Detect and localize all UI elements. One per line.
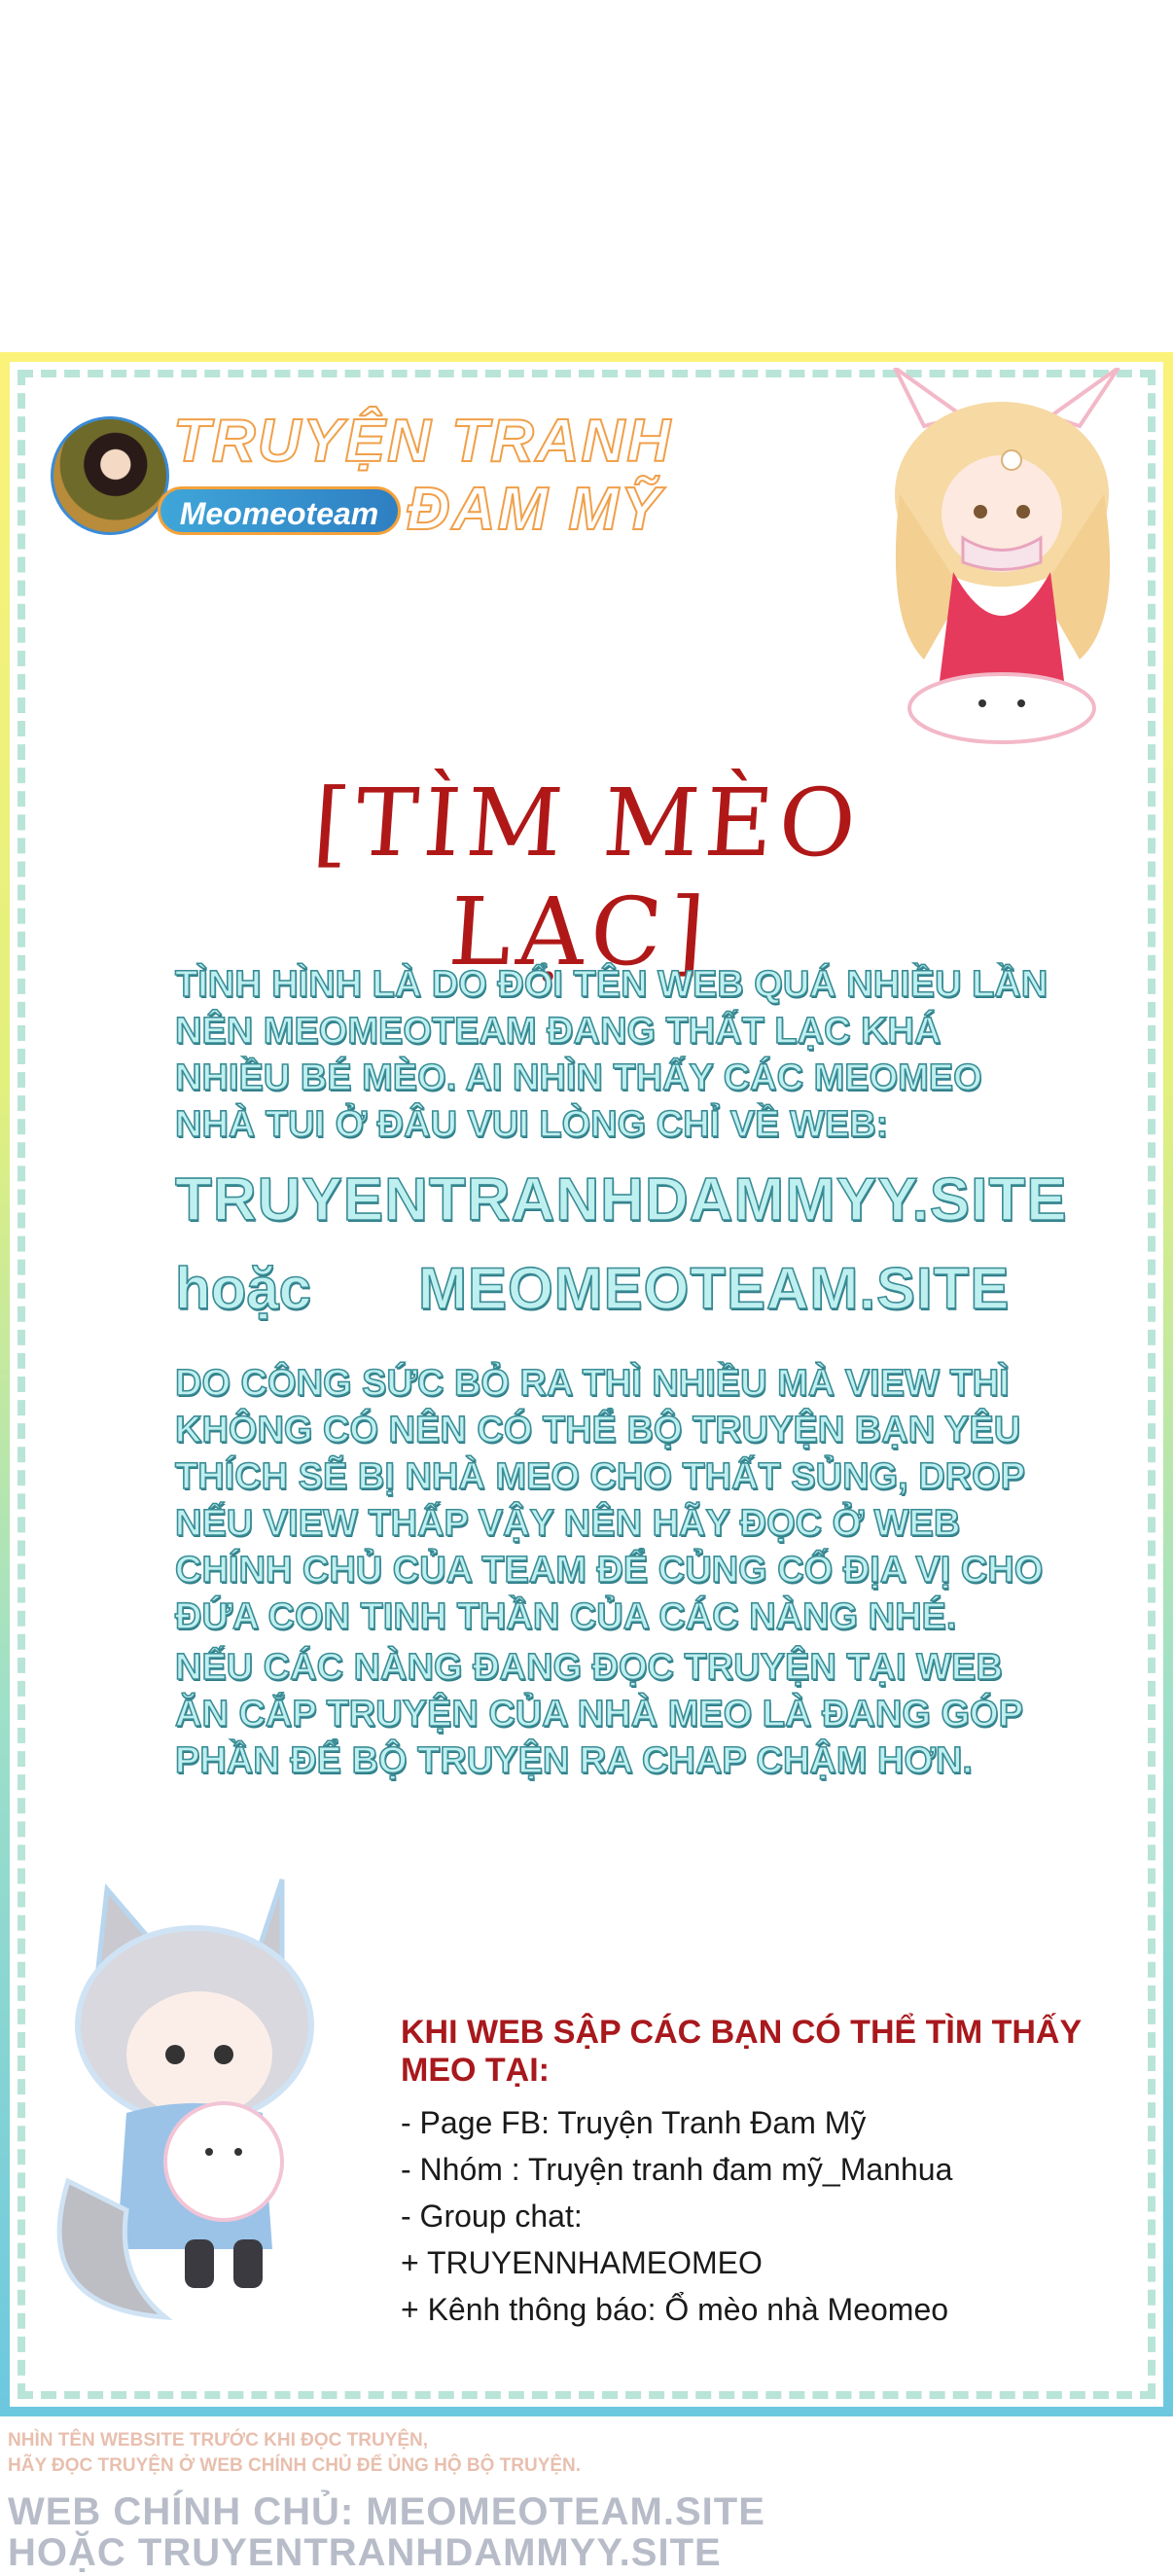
contact-line-group-chat: - Group chat: xyxy=(401,2199,583,2234)
intro-paragraph: TÌNH HÌNH LÀ DO ĐỔI TÊN WEB QUÁ NHIỀU LẦN NÊN MEOMEOTEAM ĐANG THẤT LẠC KHÁ NHIỀU BÉ MÈO. AI NHÌN THẤY CÁC MEOMEO NHÀ TUI Ở ĐÂU VUI LÒNG CHỈ VỀ WEB: xyxy=(175,964,1049,1145)
chibi-girl-illustration xyxy=(856,368,1148,757)
footer-note xyxy=(8,2428,689,2479)
team-avatar xyxy=(51,416,169,535)
contact-line-group: - Nhóm : Truyện tranh đam mỹ_Manhua xyxy=(401,2152,953,2187)
contact-line-fb-page: - Page FB: Truyện Tranh Đam Mỹ xyxy=(401,2105,867,2140)
footer-alt-site: HOẶC TRUYENTRANHDAMMYY.SITE xyxy=(8,2531,722,2574)
contact-line-chat-name: + TRUYENNHAMEOMEO xyxy=(401,2245,763,2280)
website-link-secondary[interactable]: MEOMEOTEAM.SITE xyxy=(418,1256,1011,1321)
contact-heading: KHI WEB SẬP CÁC BẠN CÓ THỂ TÌM THẤY MEO TẠI: xyxy=(401,2014,1082,2089)
logo-title-line2: ĐAM MỸ xyxy=(407,476,663,543)
contact-info xyxy=(401,2014,1101,2333)
support-paragraph: DO CÔNG SỨC BỎ RA THÌ NHIỀU MÀ VIEW THÌ KHÔNG CÓ NÊN CÓ THỂ BỘ TRUYỆN BẠN YÊU THÍCH SẼ BỊ NHÀ MEO CHO THẤT SỦNG, DROP NẾU VIEW THẤP VẬY NÊN HÃY ĐỌC Ở WEB CHÍNH CHỦ CỦA TEAM ĐỂ CỦNG CỐ ĐỊA VỊ CHO ĐỨA CON TINH THẦN CỦA CÁC NÀNG NHÉ. xyxy=(175,1363,1044,1637)
chibi-boy-illustration xyxy=(39,1860,350,2337)
footer-note-line1: NHÌN TÊN WEBSITE TRƯỚC KHI ĐỌC TRUYỆN, xyxy=(8,2430,429,2451)
website-link-primary[interactable]: TRUYENTRANHDAMMYY.SITE xyxy=(175,1166,1068,1234)
logo-title-line1: TRUYỆN TRANH xyxy=(173,408,673,475)
page-title: [TÌM MÈO LẠC] xyxy=(309,769,866,986)
piracy-warning-paragraph: NẾU CÁC NÀNG ĐANG ĐỌC TRUYỆN TẠI WEB ĂN CẮP TRUYỆN CỦA NHÀ MEO LÀ ĐANG GÓP PHẦN ĐỂ BỘ TRUYỆN RA CHAP CHẬM HƠN. xyxy=(175,1647,1023,1781)
or-label: hoặc xyxy=(175,1256,312,1321)
footer-note-line2: HÃY ĐỌC TRUYỆN Ở WEB CHÍNH CHỦ ĐỂ ỦNG HỘ BỘ TRUYỆN. xyxy=(8,2455,582,2476)
footer-official-site: WEB CHÍNH CHỦ: MEOMEOTEAM.SITE xyxy=(8,2490,765,2533)
team-name-badge: Meomeoteam xyxy=(158,486,401,535)
contact-line-channel: + Kênh thông báo: Ổ mèo nhà Meomeo xyxy=(401,2292,949,2327)
